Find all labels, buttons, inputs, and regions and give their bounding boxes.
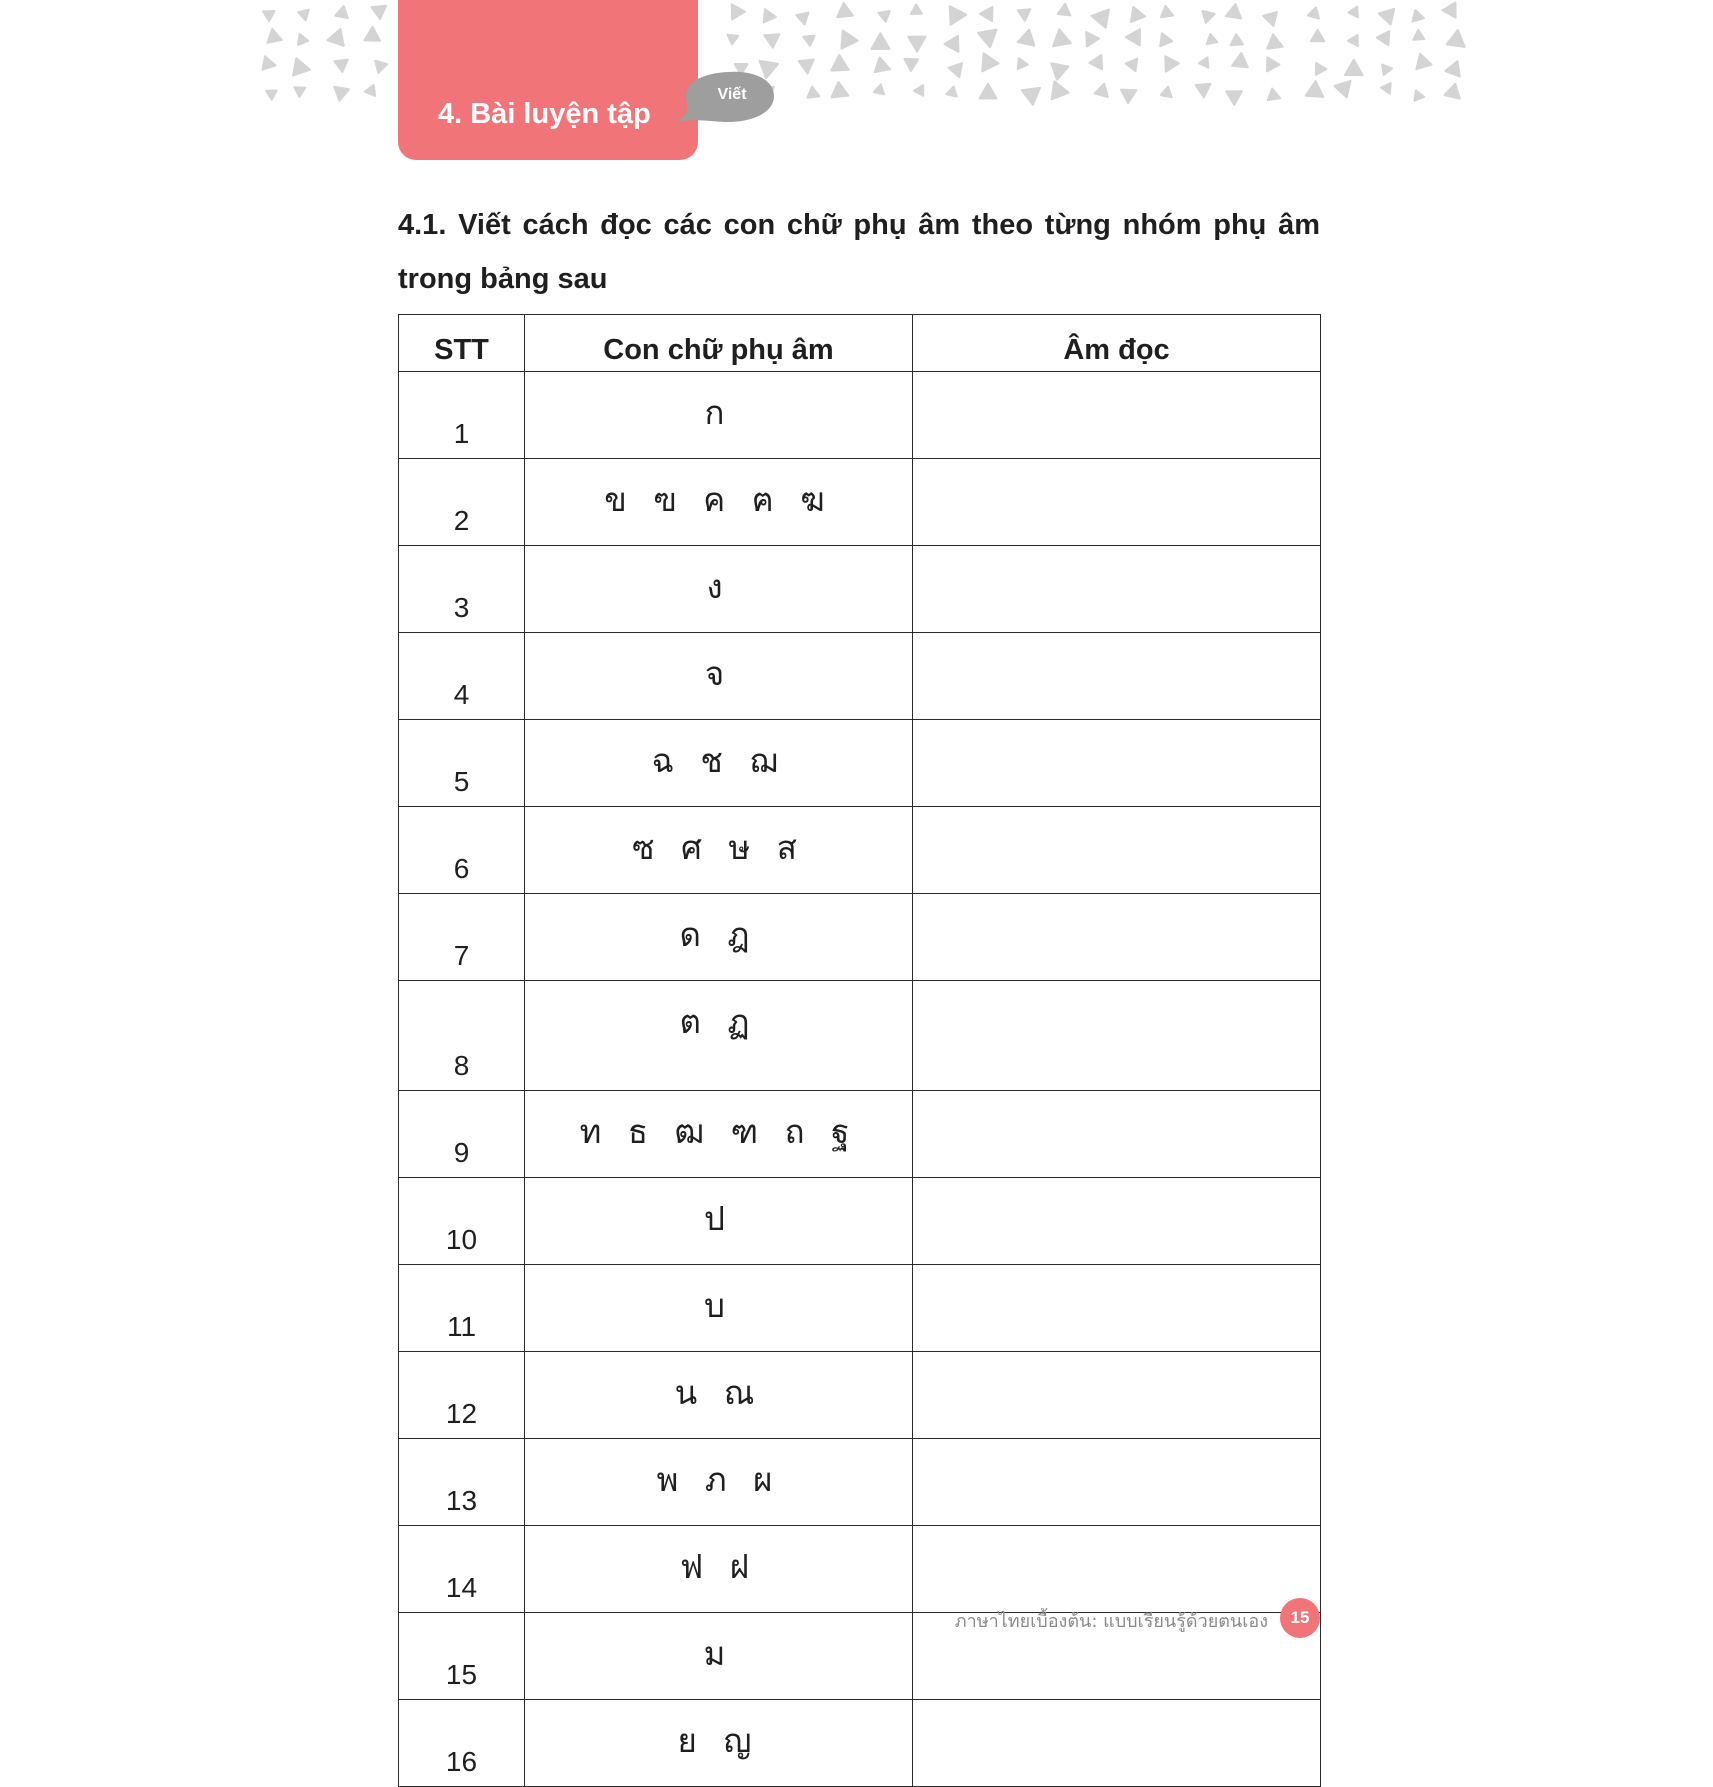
decorative-triangle bbox=[298, 34, 308, 45]
decorative-triangle bbox=[1207, 34, 1218, 44]
decorative-triangle bbox=[1018, 30, 1035, 46]
decorative-triangle bbox=[262, 56, 275, 69]
decorative-triangle bbox=[365, 85, 375, 96]
consonant-letters: บ bbox=[525, 1265, 913, 1352]
decorative-triangle bbox=[266, 91, 277, 100]
page-number-badge: 15 bbox=[1280, 1598, 1320, 1638]
decorative-triangle bbox=[334, 60, 347, 72]
decorative-triangle bbox=[1308, 7, 1319, 18]
decorative-triangle bbox=[764, 9, 776, 22]
decorative-triangle bbox=[1416, 54, 1431, 69]
row-number: 14 bbox=[399, 1526, 525, 1613]
decorative-triangle bbox=[1263, 12, 1277, 26]
decorative-triangle bbox=[1306, 81, 1324, 97]
table-row bbox=[399, 372, 1321, 459]
decorative-triangle bbox=[871, 33, 889, 49]
decorative-triangle bbox=[878, 11, 889, 22]
decorative-triangle bbox=[1086, 32, 1099, 46]
decorative-triangle bbox=[837, 3, 853, 17]
row-number: 3 bbox=[399, 546, 525, 633]
table-row bbox=[399, 1352, 1321, 1439]
row-number: 6 bbox=[399, 807, 525, 894]
decorative-triangle bbox=[1316, 63, 1326, 75]
decorative-triangle bbox=[1126, 59, 1138, 71]
decorative-triangle bbox=[1413, 30, 1424, 40]
row-number: 16 bbox=[399, 1700, 525, 1787]
table-row bbox=[399, 1265, 1321, 1352]
table-body bbox=[399, 372, 1321, 1787]
decorative-triangle bbox=[335, 6, 348, 18]
decorative-triangle bbox=[1443, 3, 1456, 18]
decorative-triangle bbox=[334, 87, 349, 101]
decorative-triangle bbox=[1165, 56, 1179, 71]
reading-answer-cell[interactable] bbox=[913, 633, 1321, 720]
consonant-letters: ย ญ bbox=[525, 1700, 913, 1787]
write-badge-label: Viết bbox=[717, 86, 747, 103]
decorative-triangle bbox=[1414, 90, 1424, 100]
decorative-triangle bbox=[807, 87, 819, 98]
reading-answer-cell[interactable] bbox=[913, 372, 1321, 459]
row-number: 4 bbox=[399, 633, 525, 720]
table-row bbox=[399, 1178, 1321, 1265]
decorative-triangle bbox=[1018, 9, 1031, 20]
decorative-triangle bbox=[978, 30, 997, 48]
decorative-triangle bbox=[298, 10, 309, 21]
decorative-triangle bbox=[1160, 33, 1172, 46]
decorative-triangle bbox=[1199, 57, 1208, 67]
reading-answer-cell[interactable] bbox=[913, 720, 1321, 807]
reading-answer-cell[interactable] bbox=[913, 981, 1321, 1091]
decorative-triangle bbox=[1413, 10, 1424, 22]
decorative-triangle bbox=[1379, 9, 1394, 25]
reading-answer-cell[interactable] bbox=[913, 1352, 1321, 1439]
table-row bbox=[399, 546, 1321, 633]
decorative-triangle bbox=[1268, 89, 1280, 101]
consonant-letters: ต ฏ bbox=[525, 981, 913, 1091]
row-number: 12 bbox=[399, 1352, 525, 1439]
decorative-triangle bbox=[1131, 7, 1145, 22]
decorative-triangle bbox=[1051, 63, 1068, 79]
reading-answer-cell[interactable] bbox=[913, 1526, 1321, 1613]
decorative-triangle bbox=[1052, 81, 1069, 99]
decorative-triangle bbox=[946, 87, 956, 97]
decorative-triangle bbox=[372, 6, 387, 19]
decorative-triangle bbox=[874, 84, 884, 94]
decorative-triangle bbox=[831, 55, 849, 71]
table-row bbox=[399, 894, 1321, 981]
decorative-triangle bbox=[1089, 55, 1102, 69]
decorative-triangle bbox=[1447, 30, 1465, 47]
decorative-triangle bbox=[949, 63, 963, 77]
row-number: 13 bbox=[399, 1439, 525, 1526]
decorative-triangle bbox=[950, 6, 967, 25]
decorative-triangle bbox=[1018, 58, 1028, 69]
reading-answer-cell[interactable] bbox=[913, 1439, 1321, 1526]
row-number: 15 bbox=[399, 1613, 525, 1700]
header-reading: Âm đọc bbox=[913, 315, 1321, 372]
table-row bbox=[399, 1439, 1321, 1526]
decorative-triangle bbox=[1226, 4, 1241, 18]
table-row bbox=[399, 1526, 1321, 1613]
decorative-triangle bbox=[293, 58, 310, 75]
decorative-triangle bbox=[1231, 34, 1243, 45]
decorative-triangle bbox=[905, 59, 919, 71]
decorative-triangle bbox=[263, 11, 274, 21]
decorative-triangle bbox=[908, 37, 925, 52]
decorative-triangle bbox=[1022, 88, 1040, 105]
consonant-letters: ฉ ช ฌ bbox=[525, 720, 913, 807]
table-row bbox=[399, 459, 1321, 546]
decorative-triangle bbox=[1196, 84, 1211, 97]
section-tab bbox=[398, 0, 698, 160]
consonant-letters: ป bbox=[525, 1178, 913, 1265]
consonant-letters: ฟ ฝ bbox=[525, 1526, 913, 1613]
decorative-triangle bbox=[327, 29, 343, 46]
decorative-triangle bbox=[1121, 90, 1136, 104]
decorative-triangle bbox=[980, 7, 993, 21]
decorative-triangle bbox=[832, 82, 849, 98]
decorative-triangle bbox=[728, 35, 739, 45]
table-row bbox=[399, 633, 1321, 720]
decorative-triangle bbox=[375, 61, 387, 73]
decorative-triangle bbox=[1334, 81, 1350, 97]
decorative-triangle bbox=[982, 53, 998, 71]
header-stt: STT bbox=[399, 315, 525, 372]
reading-answer-cell[interactable] bbox=[913, 546, 1321, 633]
decorative-triangle bbox=[1095, 84, 1108, 97]
row-number: 5 bbox=[399, 720, 525, 807]
decorative-triangle bbox=[1053, 29, 1071, 46]
consonant-letters: จ bbox=[525, 633, 913, 720]
consonant-letters: ด ฎ bbox=[525, 894, 913, 981]
consonant-table bbox=[398, 314, 1321, 1787]
decorative-triangle bbox=[764, 34, 779, 48]
table-row bbox=[399, 981, 1321, 1091]
decorative-triangle bbox=[796, 13, 808, 25]
decorative-triangle bbox=[803, 36, 814, 46]
decorative-triangle bbox=[914, 85, 923, 96]
decorative-triangle bbox=[1161, 87, 1172, 98]
reading-answer-cell[interactable] bbox=[913, 894, 1321, 981]
decorative-triangle bbox=[1161, 6, 1173, 17]
decorative-triangle bbox=[799, 60, 814, 74]
header-consonant: Con chữ phụ âm bbox=[525, 315, 913, 372]
reading-answer-cell[interactable] bbox=[913, 1178, 1321, 1265]
decorative-triangle bbox=[1377, 31, 1389, 45]
decorative-triangle bbox=[1058, 4, 1071, 16]
table-row bbox=[399, 720, 1321, 807]
consonant-letters: ซ ศ ษ ส bbox=[525, 807, 913, 894]
decorative-triangle bbox=[1445, 61, 1460, 76]
consonant-letters: น ณ bbox=[525, 1352, 913, 1439]
row-number: 9 bbox=[399, 1091, 525, 1178]
consonant-letters: ข ฃ ค ฅ ฆ bbox=[525, 459, 913, 546]
decorative-triangle bbox=[980, 84, 997, 99]
reading-answer-cell[interactable] bbox=[913, 1091, 1321, 1178]
table-row bbox=[399, 807, 1321, 894]
section-title: 4. Bài luyện tập bbox=[438, 98, 651, 130]
table-header-row bbox=[399, 315, 1321, 372]
consonant-letters: ท ธ ฒ ฑ ถ ฐ bbox=[525, 1091, 913, 1178]
decorative-triangle bbox=[267, 29, 281, 43]
row-number: 11 bbox=[399, 1265, 525, 1352]
decorative-triangle bbox=[1267, 57, 1279, 71]
decorative-triangle bbox=[1267, 34, 1282, 49]
consonant-letters: ก bbox=[525, 372, 913, 459]
decorative-triangle bbox=[1126, 29, 1140, 45]
reading-answer-cell[interactable] bbox=[913, 459, 1321, 546]
decorative-triangle bbox=[294, 87, 305, 97]
decorative-triangle bbox=[1226, 91, 1242, 105]
decorative-triangle bbox=[841, 31, 857, 49]
decorative-triangle bbox=[1348, 35, 1358, 46]
reading-answer-cell[interactable] bbox=[913, 1265, 1321, 1352]
decorative-triangle bbox=[1311, 30, 1324, 42]
decorative-triangle bbox=[911, 5, 922, 15]
decorative-triangle bbox=[945, 36, 959, 52]
reading-answer-cell[interactable] bbox=[913, 807, 1321, 894]
decorative-triangle bbox=[875, 57, 890, 72]
decorative-triangle bbox=[1202, 11, 1214, 23]
footer-book-title: ภาษาไทยเบื้องต้น: แบบเรียนรู้ด้วยตนเอง bbox=[954, 1611, 1268, 1632]
decorative-triangle bbox=[1092, 10, 1109, 28]
table-row bbox=[399, 1091, 1321, 1178]
row-number: 10 bbox=[399, 1178, 525, 1265]
decorative-triangle bbox=[1445, 84, 1460, 99]
row-number: 1 bbox=[399, 372, 525, 459]
decorative-triangle bbox=[1382, 65, 1392, 76]
decorative-triangle bbox=[1381, 83, 1391, 94]
decorative-triangle bbox=[1345, 60, 1363, 75]
exercise-title: 4.1. Viết cách đọc các con chữ phụ âm theo từng nhóm phụ âm trong bảng sau bbox=[398, 209, 1320, 295]
decorative-triangle bbox=[364, 27, 380, 41]
consonant-letters: ง bbox=[525, 546, 913, 633]
row-number: 7 bbox=[399, 894, 525, 981]
row-number: 8 bbox=[399, 981, 525, 1091]
decorative-triangle bbox=[1348, 7, 1358, 18]
row-number: 2 bbox=[399, 459, 525, 546]
decorative-triangle bbox=[732, 4, 745, 19]
decorative-triangle bbox=[1232, 53, 1248, 67]
consonant-letters: ม bbox=[525, 1613, 913, 1700]
consonant-letters: พ ภ ผ bbox=[525, 1439, 913, 1526]
